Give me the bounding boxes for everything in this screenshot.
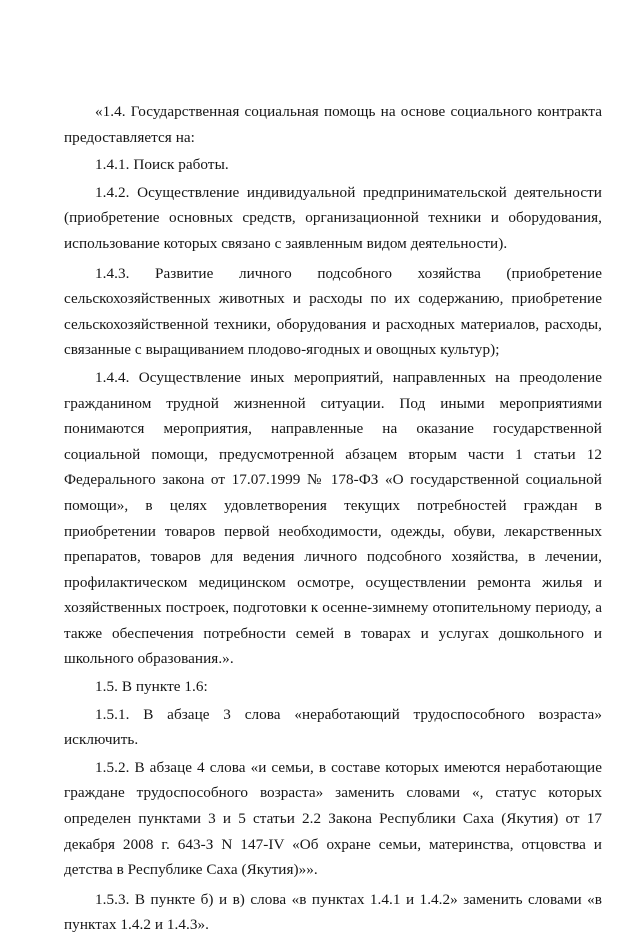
paragraph-1-5-3: 1.5.3. В пункте б) и в) слова «в пунктах 1.4.1 и 1.4.2» заменить словами «в пунктах 1.4.2 и 1.4.3».	[64, 890, 602, 934]
paragraph-1-5-2: 1.5.2. В абзаце 4 слова «и семьи, в составе которых имеются неработающие граждане трудоспособного возраста» заменить словами «, статус которых определен пунктами 3 и 5 статьи 2.2 Закона Республики Саха (Якутия) от 17 декабря 2008 г. 643-З N 147-IV «Об охране семьи, материнства, отцовства и детства в Республике Саха (Якутия)»».	[64, 758, 602, 879]
document-body	[64, 99, 602, 938]
paragraph-1-5-1: 1.5.1. В абзаце 3 слова «неработающий трудоспособного возраста» исключить.	[64, 705, 602, 749]
paragraph-1-4-2: 1.4.2. Осуществление индивидуальной предпринимательской деятельности (приобретение основных средств, организационной техники и оборудования, использование которых связано с заявленным видом деятельности).	[64, 183, 602, 252]
paragraph-1-4-1: 1.4.1. Поиск работы.	[95, 156, 229, 174]
paragraph-1-5: 1.5. В пункте 1.6:	[95, 678, 208, 696]
paragraph-1-4-3: 1.4.3. Развитие личного подсобного хозяйства (приобретение сельскохозяйственных животных и расходы по их содержанию, приобретение сельскохозяйственной техники, оборудования и расходных материалов, расходы, связанные с выращиванием плодово-ягодных и овощных культур);	[64, 264, 602, 359]
paragraph-1-4-4: 1.4.4. Осуществление иных мероприятий, направленных на преодоление гражданином трудной жизненной ситуации. Под иными мероприятиями понимаются мероприятия, направленные на оказание государственной социальной помощи, предусмотренной абзацем вторым части 1 статьи 12 Федерального закона от 17.07.1999 № 178-ФЗ «О государственной социальной помощи», в целях удовлетворения текущих потребностей граждан в приобретении товаров первой необходимости, одежды, обуви, лекарственных препаратов, товаров для ведения личного подсобного хозяйства, в лечении, профилактическом медицинском осмотре, осуществлении ремонта жилья и хозяйственных построек, подготовки к осенне-зимнему отопительному периоду, а также обеспечения потребности семей в товарах и услугах дошкольного и школьного образования.».	[64, 368, 602, 668]
paragraph-1-4: «1.4. Государственная социальная помощь на основе социального контракта предоставляется на:	[64, 103, 602, 146]
